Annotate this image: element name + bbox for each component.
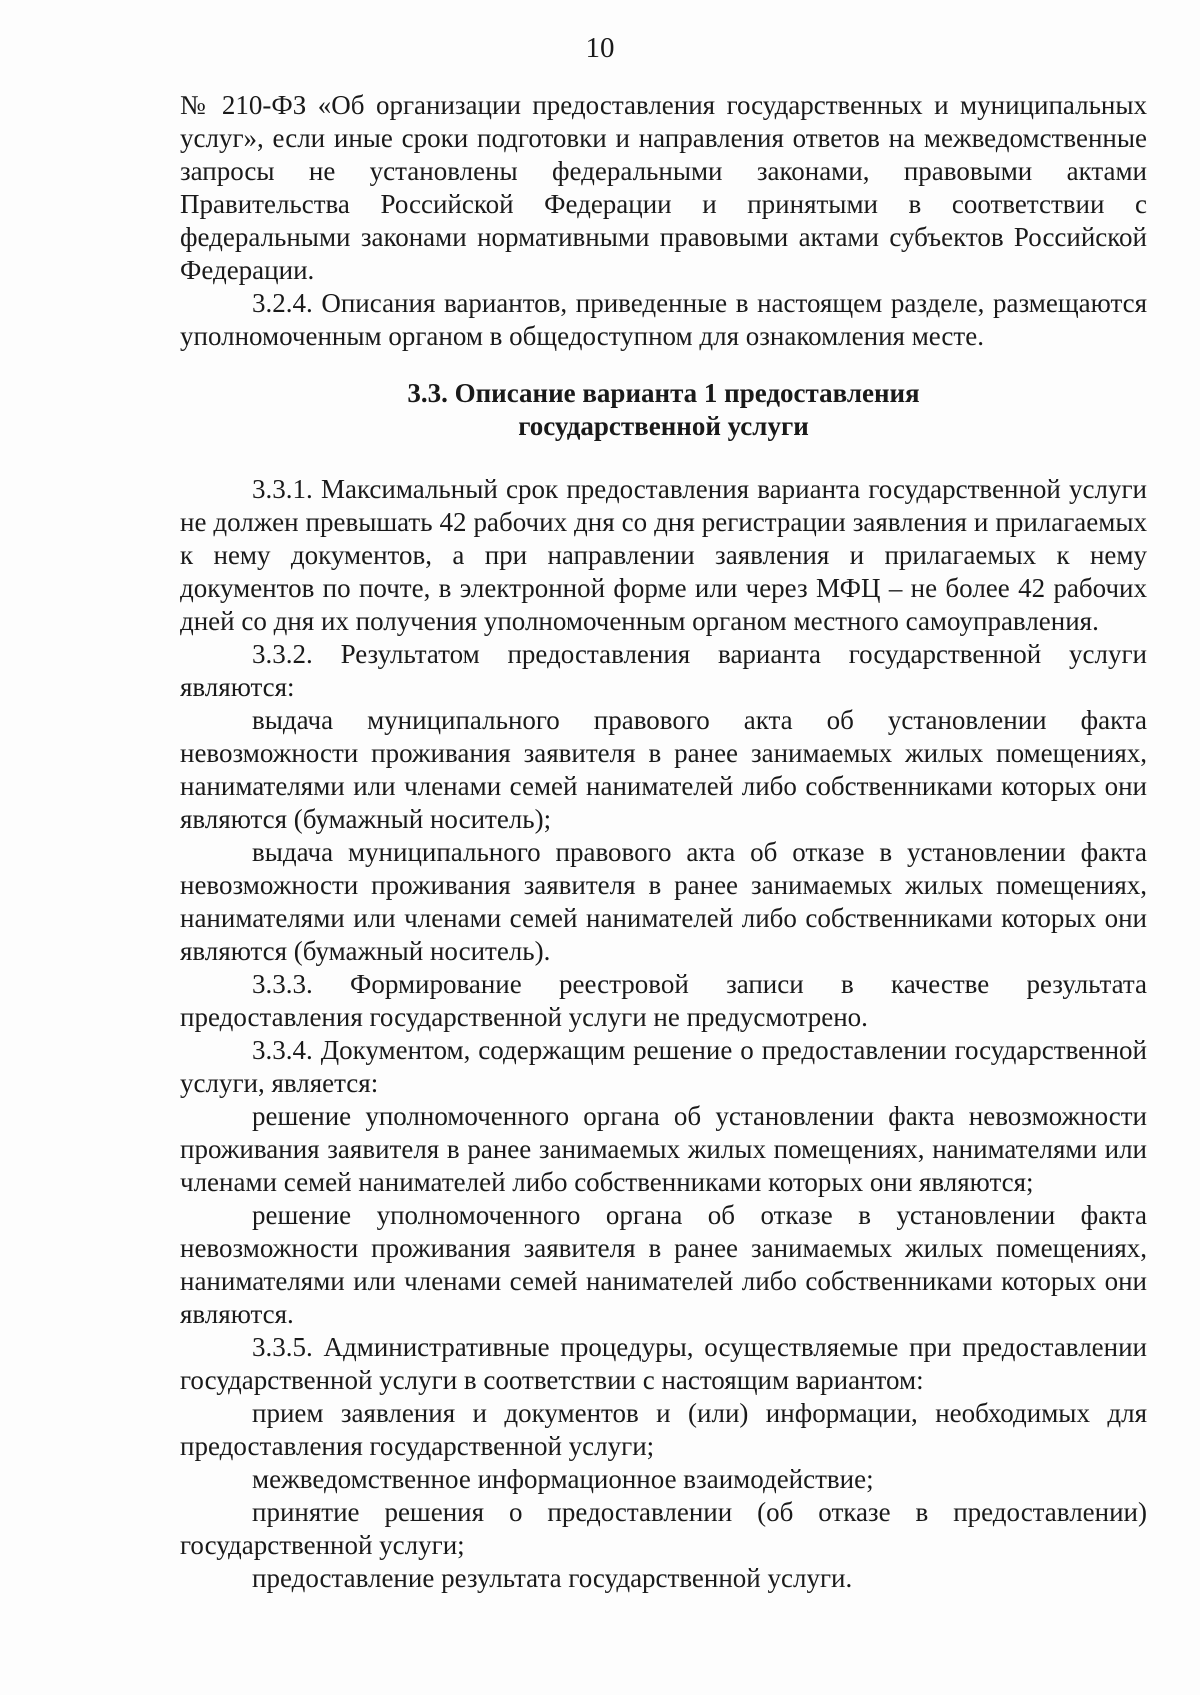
page-number: 10 (585, 32, 615, 64)
paragraph: 3.3.1. Максимальный срок предоставления варианта государственной услуги не должен превышать 42 рабочих дня со дня регистрации заявления и прилагаемых к нему документов, а при направлении заявления и прилагаемых к нему документов по почте, в электронной форме или через МФЦ – не более 42 рабочих дней со дня их получения уполномоченным органом местного самоуправления. (180, 474, 1147, 636)
paragraph: прием заявления и документов и (или) информации, необходимых для предоставления государственной услуги; (180, 1398, 1147, 1461)
paragraph: межведомственное информационное взаимодействие; (252, 1464, 874, 1494)
paragraph: принятие решения о предоставлении (об отказе в предоставлении) государственной услуги; (180, 1497, 1147, 1560)
paragraph: 3.3.4. Документом, содержащим решение о предоставлении государственной услуги, является: (180, 1035, 1147, 1098)
paragraph: решение уполномоченного органа об отказе в установлении факта невозможности проживания заявителя в ранее занимаемых жилых помещениях, нанимателями или членами семей нанимателей либо собственниками которых они являются. (180, 1200, 1147, 1329)
paragraph: решение уполномоченного органа об установлении факта невозможности проживания заявителя в ранее занимаемых жилых помещениях, нанимателями или членами семей нанимателей либо собственниками которых они являются; (180, 1101, 1147, 1197)
paragraph: выдача муниципального правового акта об отказе в установлении факта невозможности проживания заявителя в ранее занимаемых жилых помещениях, нанимателями или членами семей нанимателей либо собственниками которых они являются (бумажный носитель). (180, 837, 1147, 966)
paragraph: 3.3.2. Результатом предоставления варианта государственной услуги являются: (180, 639, 1147, 702)
paragraph: предоставление результата государственной услуги. (252, 1563, 853, 1593)
paragraph: 3.2.4. Описания вариантов, приведенные в настоящем разделе, размещаются уполномоченным органом в общедоступном для ознакомления месте. (180, 288, 1147, 351)
paragraph: 3.3.3. Формирование реестровой записи в качестве результата предоставления государственной услуги не предусмотрено. (180, 969, 1147, 1032)
document-body (180, 89, 1147, 1595)
section-heading-line-2: государственной услуги (518, 411, 809, 441)
section-heading (180, 377, 1147, 443)
paragraph: № 210-ФЗ «Об организации предоставления государственных и муниципальных услуг», если иные сроки подготовки и направления ответов на межведомственные запросы не установлены федеральными законами, правовыми актами Правительства Российской Федерации и принятыми в соответствии с федеральными законами нормативными правовыми актами субъектов Российской Федерации. (180, 90, 1147, 285)
paragraph: 3.3.5. Административные процедуры, осуществляемые при предоставлении государственной услуги в соответствии с настоящим вариантом: (180, 1332, 1147, 1395)
paragraph: выдача муниципального правового акта об установлении факта невозможности проживания заявителя в ранее занимаемых жилых помещениях, нанимателями или членами семей нанимателей либо собственниками которых они являются (бумажный носитель); (180, 705, 1147, 834)
section-heading-line-1: 3.3. Описание варианта 1 предоставления (407, 378, 920, 408)
